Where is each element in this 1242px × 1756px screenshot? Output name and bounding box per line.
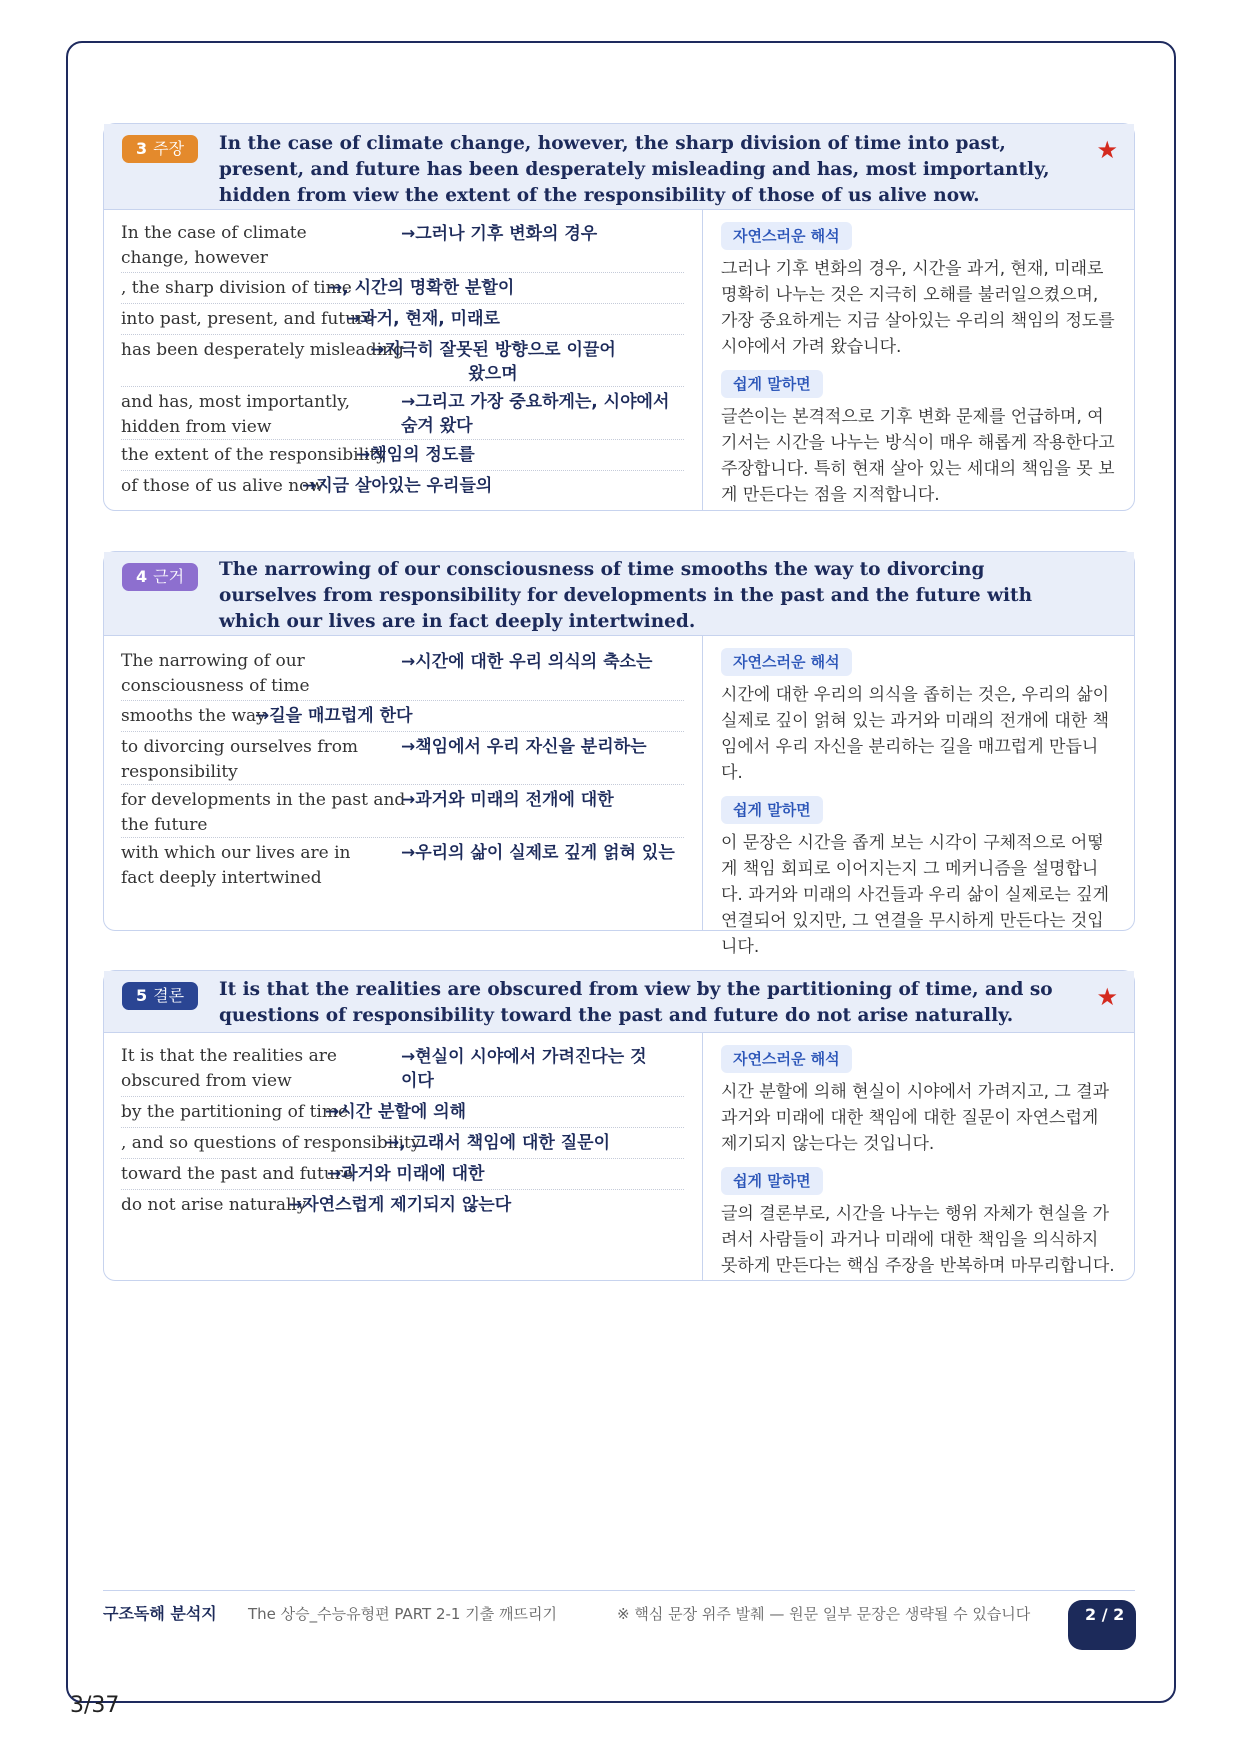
chunk-en: by the partitioning of time xyxy=(121,1102,349,1122)
chunk-ko: →지극히 잘못된 방향으로 이끌어 왔으며 xyxy=(370,340,616,384)
key-sentence: It is that the realities are obscured from view by the partitioning of time, and so questions of responsibility toward the past and future do not arise naturally. xyxy=(219,979,1053,1026)
section-header xyxy=(104,124,1134,210)
chunk-ko: →자연스럽게 제기되지 않는다 xyxy=(288,1195,512,1215)
chunk-en: do not arise naturally xyxy=(121,1195,307,1215)
easy-explanation: 글쓴이는 본격적으로 기후 변화 문제를 언급하며, 여기서는 시간을 나누는 방식이 매우 해롭게 작용한다고 주장합니다. 특히 현재 살아 있는 세대의 책임을 못 보게 만든다는 점을 지적합니다. xyxy=(721,407,1115,505)
footer-note: ※ 핵심 문장 위주 발췌 — 원문 일부 문장은 생략될 수 있습니다 xyxy=(617,1605,1031,1623)
chunk-row xyxy=(121,732,684,785)
chunk-en: of those of us alive now xyxy=(121,476,324,496)
translation-panel xyxy=(703,1033,1134,1280)
chunk-ko: →, 그래서 책임에 대한 질문이 xyxy=(385,1133,611,1153)
easy-explanation-label: 쉽게 말하면 xyxy=(721,1167,823,1195)
chunk-ko: →과거와 미래에 대한 xyxy=(327,1164,485,1184)
chunk-row xyxy=(121,701,684,732)
chunk-en: , and so questions of responsibility xyxy=(121,1133,421,1153)
chunk-en: and has, most importantly, hidden from view xyxy=(121,392,351,437)
section-badge: 4 근거 xyxy=(122,563,198,591)
key-sentence: The narrowing of our consciousness of time smooths the way to divorcing ourselves from responsibility for developments in the past and the future with which our lives are in fact deeply intertwined. xyxy=(219,559,1033,632)
chunk-en: smooths the way xyxy=(121,706,266,726)
page-indicator: 2 / 2 xyxy=(1068,1600,1136,1650)
section-card-4 xyxy=(103,551,1135,957)
easy-explanation-label: 쉽게 말하면 xyxy=(721,370,823,398)
chunk-row xyxy=(121,838,684,898)
chunk-row xyxy=(121,221,684,273)
chunk-ko: →과거, 현재, 미래로 xyxy=(346,309,500,329)
chunk-ko: →그러나 기후 변화의 경우 xyxy=(401,224,598,244)
section-header xyxy=(104,971,1134,1033)
chunk-en: with which our lives are in fact deeply intertwined xyxy=(121,843,351,888)
chunk-en: It is that the realities are obscured from view xyxy=(121,1046,337,1091)
document-page-number: 3/37 xyxy=(70,1693,120,1718)
chunk-row xyxy=(121,273,684,304)
chunk-row xyxy=(121,471,684,502)
chunk-en: In the case of climate change, however xyxy=(121,223,307,268)
chunk-row xyxy=(121,1190,684,1221)
chunk-list xyxy=(104,1033,703,1280)
section-header xyxy=(104,552,1134,636)
chunk-ko: →책임에서 우리 자신을 분리하는 xyxy=(401,737,647,757)
footer-divider xyxy=(103,1590,1135,1591)
chunk-row xyxy=(121,1159,684,1190)
chunk-en: to divorcing ourselves from responsibility xyxy=(121,737,359,782)
section-card-5 xyxy=(103,970,1135,1281)
chunk-en: the extent of the responsibility xyxy=(121,445,386,465)
section-badge: 3 주장 xyxy=(122,135,198,163)
footer-title: 구조독해 분석지 xyxy=(103,1604,217,1623)
footer-book-title: The 상승_수능유형편 PART 2-1 기출 깨뜨리기 xyxy=(248,1605,557,1623)
chunk-ko: →과거와 미래의 전개에 대한 xyxy=(401,790,614,810)
easy-explanation: 글의 결론부로, 시간을 나누는 행위 자체가 현실을 가려서 사람들이 과거나 미래에 대한 책임을 의식하지 못하게 만든다는 핵심 주장을 반복하며 마무리합니다. xyxy=(721,1204,1115,1276)
chunk-en: The narrowing of our consciousness of time xyxy=(121,651,310,696)
chunk-row xyxy=(121,1097,684,1128)
chunk-row xyxy=(121,785,684,838)
natural-translation: 그러나 기후 변화의 경우, 시간을 과거, 현재, 미래로 명확히 나누는 것은 지극히 오해를 불러일으켰으며, 가장 중요하게는 지금 살아있는 우리의 책임의 정도를 시야에서 가려 왔습니다. xyxy=(721,259,1115,357)
key-sentence: In the case of climate change, however, the sharp division of time into past, present, and future has been desperately misleading and has, most importantly, hidden from view the extent of the responsibility of those of us alive now. xyxy=(219,133,1050,206)
chunk-row xyxy=(121,1044,684,1097)
section-card-3 xyxy=(103,123,1135,511)
chunk-row xyxy=(121,1128,684,1159)
chunk-ko: →, 시간의 명확한 분할이 xyxy=(328,278,515,298)
natural-translation-label: 자연스러운 해석 xyxy=(721,1045,852,1073)
chunk-ko: →시간 분할에 의해 xyxy=(325,1102,467,1122)
chunk-row xyxy=(121,304,684,335)
chunk-ko: →책임의 정도를 xyxy=(356,445,475,465)
chunk-ko: →시간에 대한 우리 의식의 축소는 xyxy=(401,652,653,672)
chunk-en: has been desperately misleading xyxy=(121,340,404,360)
natural-translation: 시간에 대한 우리의 의식을 좁히는 것은, 우리의 삶이 실제로 깊이 얽혀 있는 과거와 미래의 전개에 대한 책임에서 우리 자신을 분리하는 길을 매끄럽게 만듭니다. xyxy=(721,685,1110,783)
chunk-en: for developments in the past and the future xyxy=(121,790,406,835)
star-icon: ★ xyxy=(1096,983,1118,1011)
natural-translation-label: 자연스러운 해석 xyxy=(721,222,852,250)
chunk-row xyxy=(121,335,684,387)
chunk-en: , the sharp division of time xyxy=(121,278,352,298)
chunk-list xyxy=(104,210,703,510)
chunk-en: into past, present, and future xyxy=(121,309,375,329)
chunk-ko: →현실이 시야에서 가려진다는 것이다 xyxy=(401,1047,647,1091)
chunk-row xyxy=(121,440,684,471)
natural-translation: 시간 분할에 의해 현실이 시야에서 가려지고, 그 결과 과거와 미래에 대한 책임에 대한 질문이 자연스럽게 제기되지 않는다는 것입니다. xyxy=(721,1082,1110,1154)
chunk-row xyxy=(121,649,684,701)
chunk-ko: →그리고 가장 중요하게는, 시야에서 숨겨 왔다 xyxy=(401,392,670,436)
chunk-ko: →길을 매끄럽게 한다 xyxy=(255,706,413,726)
translation-panel xyxy=(703,636,1134,957)
chunk-en: toward the past and future xyxy=(121,1164,353,1184)
translation-panel xyxy=(703,210,1134,510)
easy-explanation-label: 쉽게 말하면 xyxy=(721,796,823,824)
star-icon: ★ xyxy=(1096,136,1118,164)
natural-translation-label: 자연스러운 해석 xyxy=(721,648,852,676)
section-badge: 5 결론 xyxy=(122,982,198,1010)
chunk-row xyxy=(121,387,684,440)
chunk-ko: →지금 살아있는 우리들의 xyxy=(302,476,493,496)
easy-explanation: 이 문장은 시간을 좁게 보는 시각이 구체적으로 어떻게 책임 회피로 이어지는지 그 메커니즘을 설명합니다. 과거와 미래의 사건들과 우리 삶이 실제로는 깊게 연결되어 있지만, 그 연결을 무시하게 만든다는 것입니다. xyxy=(721,833,1110,957)
chunk-list xyxy=(104,636,703,930)
chunk-ko: →우리의 삶이 실제로 깊게 얽혀 있는 xyxy=(401,843,675,863)
